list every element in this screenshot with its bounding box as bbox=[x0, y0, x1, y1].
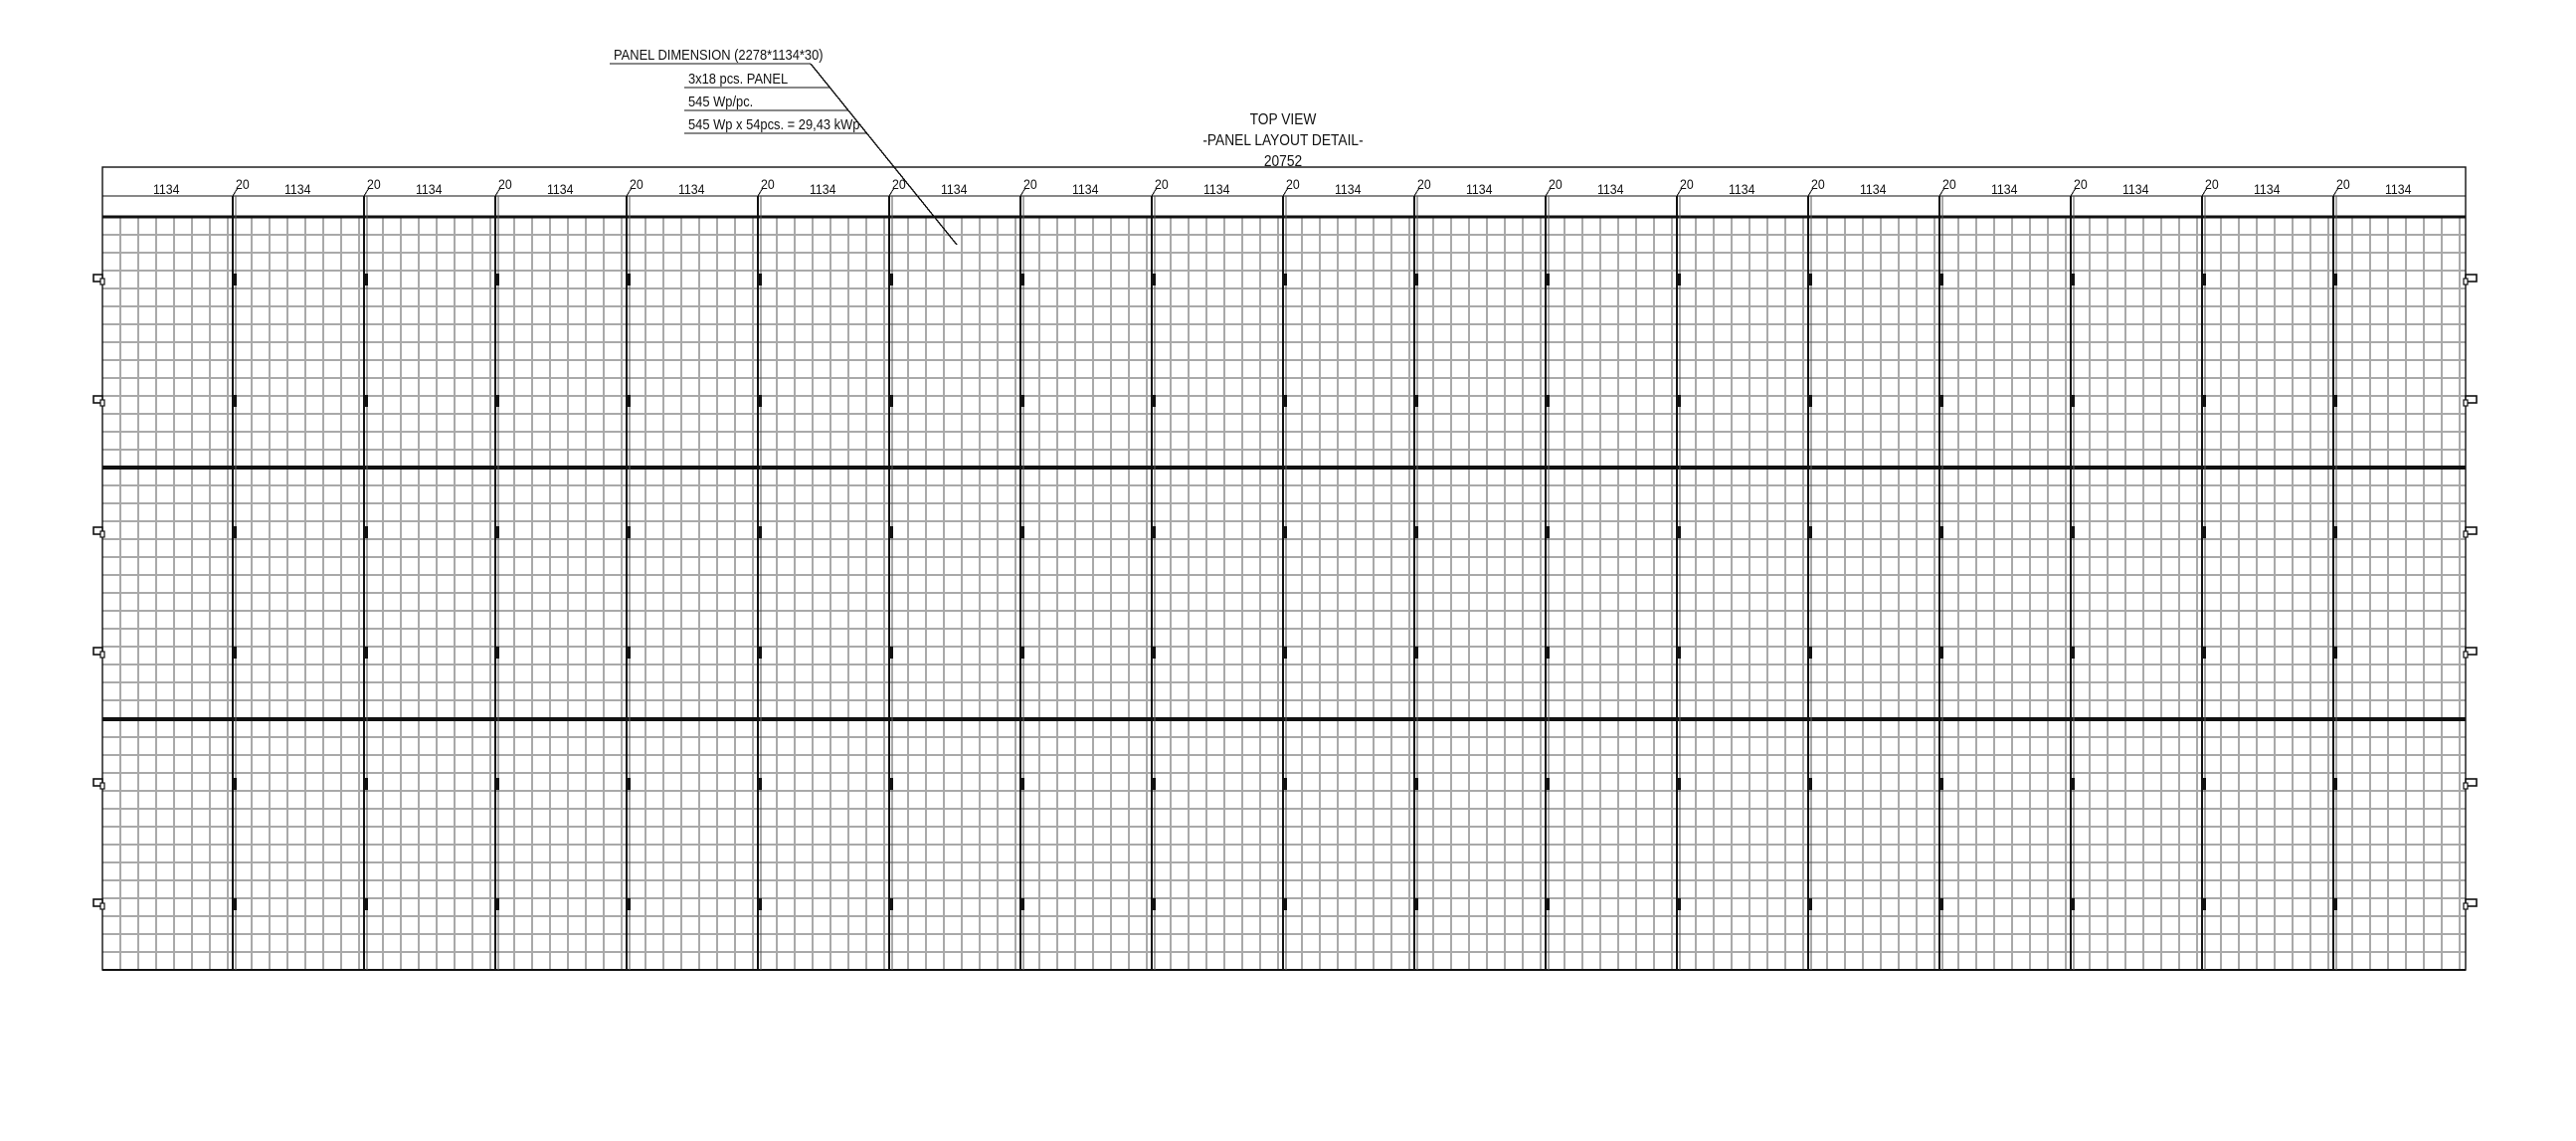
drawing-title-block bbox=[1184, 112, 1382, 175]
gap-dimension: 20 bbox=[761, 176, 775, 192]
mid-clamp-icon bbox=[1413, 647, 1418, 659]
mid-clamp-icon bbox=[1807, 274, 1812, 285]
end-clamp-icon bbox=[2464, 903, 2468, 909]
mid-clamp-icon bbox=[1676, 395, 1681, 407]
end-clamp-icon bbox=[2464, 652, 2468, 658]
end-clamp-icon bbox=[2464, 279, 2468, 285]
mid-clamp-icon bbox=[1807, 898, 1812, 910]
mid-clamp-icon bbox=[888, 395, 893, 407]
mid-clamp-icon bbox=[363, 526, 368, 538]
gap-dimension: 20 bbox=[1417, 176, 1431, 192]
mid-clamp-icon bbox=[1151, 526, 1156, 538]
mid-clamp-icon bbox=[1282, 898, 1287, 910]
mid-clamp-icon bbox=[626, 526, 631, 538]
mid-clamp-icon bbox=[1676, 526, 1681, 538]
panel-width-dimension: 1134 bbox=[1729, 181, 1755, 197]
mid-clamp-icon bbox=[363, 778, 368, 790]
mid-clamp-icon bbox=[363, 274, 368, 285]
mid-clamp-icon bbox=[2070, 526, 2075, 538]
mid-clamp-icon bbox=[1545, 526, 1550, 538]
mid-clamp-icon bbox=[1545, 778, 1550, 790]
mid-clamp-icon bbox=[2332, 778, 2337, 790]
mid-clamp-icon bbox=[494, 526, 499, 538]
mid-clamp-icon bbox=[1938, 898, 1943, 910]
mid-clamp-icon bbox=[1413, 898, 1418, 910]
end-clamp-icon bbox=[2464, 531, 2468, 537]
mid-clamp-icon bbox=[2201, 395, 2206, 407]
mid-clamp-icon bbox=[888, 274, 893, 285]
mid-clamp-icon bbox=[1019, 395, 1024, 407]
mid-clamp-icon bbox=[494, 395, 499, 407]
end-clamp-icon bbox=[100, 783, 104, 789]
mid-clamp-icon bbox=[1545, 274, 1550, 285]
panel-width-dimension: 1134 bbox=[1597, 181, 1624, 197]
mid-clamp-icon bbox=[1938, 647, 1943, 659]
mid-clamp-icon bbox=[626, 395, 631, 407]
mid-clamp-icon bbox=[2332, 526, 2337, 538]
panel-width-dimension: 1134 bbox=[1991, 181, 2018, 197]
mid-clamp-icon bbox=[363, 395, 368, 407]
gap-dimension: 20 bbox=[1549, 176, 1563, 192]
mid-clamp-icon bbox=[626, 778, 631, 790]
panel-width-dimension: 1134 bbox=[2122, 181, 2149, 197]
mid-clamp-icon bbox=[1413, 526, 1418, 538]
mid-clamp-icon bbox=[757, 778, 762, 790]
mid-clamp-icon bbox=[757, 898, 762, 910]
mid-clamp-icon bbox=[1938, 274, 1943, 285]
panel-power-label: 545 Wp/pc. bbox=[688, 94, 754, 110]
mid-clamp-icon bbox=[757, 395, 762, 407]
panel-width-dimension: 1134 bbox=[2385, 181, 2412, 197]
mid-clamp-icon bbox=[1676, 898, 1681, 910]
mid-clamp-icon bbox=[232, 395, 237, 407]
mid-clamp-icon bbox=[1545, 898, 1550, 910]
mid-clamp-icon bbox=[2332, 274, 2337, 285]
mid-clamp-icon bbox=[1938, 526, 1943, 538]
panel-width-dimension: 1134 bbox=[1466, 181, 1493, 197]
mid-clamp-icon bbox=[1151, 395, 1156, 407]
mid-clamp-icon bbox=[1019, 526, 1024, 538]
mid-clamp-icon bbox=[757, 274, 762, 285]
mid-clamp-icon bbox=[1413, 274, 1418, 285]
end-clamp-icon bbox=[100, 652, 104, 658]
panel-dimension-label: PANEL DIMENSION (2278*1134*30) bbox=[614, 47, 824, 64]
mid-clamp-icon bbox=[494, 778, 499, 790]
mid-clamp-icon bbox=[2070, 898, 2075, 910]
mid-clamp-icon bbox=[2201, 526, 2206, 538]
mid-clamp-icon bbox=[1151, 778, 1156, 790]
panel-count-label: 3x18 pcs. PANEL bbox=[688, 71, 789, 88]
mid-clamp-icon bbox=[626, 274, 631, 285]
mid-clamp-icon bbox=[2201, 274, 2206, 285]
mid-clamp-icon bbox=[1807, 526, 1812, 538]
mid-clamp-icon bbox=[2070, 395, 2075, 407]
mid-clamp-icon bbox=[1545, 395, 1550, 407]
mid-clamp-icon bbox=[1019, 898, 1024, 910]
end-clamp-icon bbox=[100, 531, 104, 537]
gap-dimension: 20 bbox=[2336, 176, 2350, 192]
end-clamp-icon bbox=[100, 400, 104, 406]
mid-clamp-icon bbox=[2070, 274, 2075, 285]
gap-dimension: 20 bbox=[1286, 176, 1300, 192]
mid-clamp-icon bbox=[363, 898, 368, 910]
system-power-label: 545 Wp x 54pcs. = 29,43 kWp bbox=[688, 116, 860, 133]
mid-clamp-icon bbox=[1676, 274, 1681, 285]
mid-clamp-icon bbox=[494, 647, 499, 659]
gap-dimension: 20 bbox=[367, 176, 381, 192]
mid-clamp-icon bbox=[1151, 274, 1156, 285]
mid-clamp-icon bbox=[363, 647, 368, 659]
mid-clamp-icon bbox=[1019, 274, 1024, 285]
gap-dimension: 20 bbox=[1680, 176, 1694, 192]
end-clamp-icon bbox=[2464, 400, 2468, 406]
gap-dimension: 20 bbox=[1023, 176, 1037, 192]
panel-width-dimension: 1134 bbox=[678, 181, 705, 197]
mid-clamp-icon bbox=[888, 526, 893, 538]
panel-width-dimension: 1134 bbox=[941, 181, 968, 197]
drawing-frame bbox=[102, 167, 2466, 970]
end-clamp-icon bbox=[100, 279, 104, 285]
mid-clamp-icon bbox=[1545, 647, 1550, 659]
mid-clamp-icon bbox=[1282, 526, 1287, 538]
mid-clamp-icon bbox=[757, 526, 762, 538]
mid-clamp-icon bbox=[888, 778, 893, 790]
panel-width-dimension: 1134 bbox=[1860, 181, 1887, 197]
mid-clamp-icon bbox=[888, 647, 893, 659]
mid-clamp-icon bbox=[1807, 778, 1812, 790]
mid-clamp-icon bbox=[626, 647, 631, 659]
mid-clamp-icon bbox=[1019, 778, 1024, 790]
gap-dimension: 20 bbox=[2205, 176, 2219, 192]
gap-dimension: 20 bbox=[892, 176, 906, 192]
mid-clamp-icon bbox=[1019, 647, 1024, 659]
panel-width-dimension: 1134 bbox=[2254, 181, 2281, 197]
panel-width-dimension: 1134 bbox=[1072, 181, 1099, 197]
mid-clamp-icon bbox=[494, 898, 499, 910]
mid-clamp-icon bbox=[757, 647, 762, 659]
mid-clamp-icon bbox=[232, 526, 237, 538]
mid-clamp-icon bbox=[1413, 778, 1418, 790]
mid-clamp-icon bbox=[232, 647, 237, 659]
end-clamp-icon bbox=[2464, 783, 2468, 789]
panel-width-dimension: 1134 bbox=[284, 181, 311, 197]
mid-clamp-icon bbox=[1151, 898, 1156, 910]
mid-clamp-icon bbox=[2332, 647, 2337, 659]
gap-dimension: 20 bbox=[236, 176, 250, 192]
mid-clamp-icon bbox=[1807, 395, 1812, 407]
mid-clamp-icon bbox=[232, 274, 237, 285]
mid-clamp-icon bbox=[232, 778, 237, 790]
mid-clamp-icon bbox=[1282, 778, 1287, 790]
panel-width-dimension: 1134 bbox=[1203, 181, 1230, 197]
mid-clamp-icon bbox=[1413, 395, 1418, 407]
drawing-subtitle: -PANEL LAYOUT DETAIL- bbox=[1202, 132, 1364, 149]
mid-clamp-icon bbox=[2201, 898, 2206, 910]
mid-clamp-icon bbox=[2070, 647, 2075, 659]
mid-clamp-icon bbox=[1938, 395, 1943, 407]
drawing-title: TOP VIEW bbox=[1249, 111, 1317, 128]
gap-dimension: 20 bbox=[630, 176, 644, 192]
mid-clamp-icon bbox=[494, 274, 499, 285]
mid-clamp-icon bbox=[1151, 647, 1156, 659]
gap-dimension: 20 bbox=[1942, 176, 1956, 192]
mid-clamp-icon bbox=[888, 898, 893, 910]
mid-clamp-icon bbox=[1676, 778, 1681, 790]
panel-width-dimension: 1134 bbox=[153, 181, 180, 197]
mid-clamp-icon bbox=[1807, 647, 1812, 659]
gap-dimension: 20 bbox=[1811, 176, 1825, 192]
panel-width-dimension: 1134 bbox=[547, 181, 574, 197]
end-clamp-icon bbox=[100, 903, 104, 909]
mid-clamp-icon bbox=[1282, 395, 1287, 407]
mid-clamp-icon bbox=[232, 898, 237, 910]
gap-dimension: 20 bbox=[498, 176, 512, 192]
mid-clamp-icon bbox=[2332, 395, 2337, 407]
panel-width-dimension: 1134 bbox=[1335, 181, 1362, 197]
mid-clamp-icon bbox=[1938, 778, 1943, 790]
mid-clamp-icon bbox=[2332, 898, 2337, 910]
gap-dimension: 20 bbox=[1155, 176, 1169, 192]
overall-dimension: 20752 bbox=[1263, 153, 1303, 170]
mid-clamp-icon bbox=[1282, 274, 1287, 285]
mid-clamp-icon bbox=[2201, 647, 2206, 659]
panel-width-dimension: 1134 bbox=[810, 181, 836, 197]
mid-clamp-icon bbox=[626, 898, 631, 910]
mid-clamp-icon bbox=[1676, 647, 1681, 659]
mid-clamp-icon bbox=[2070, 778, 2075, 790]
gap-dimension: 20 bbox=[2074, 176, 2088, 192]
mid-clamp-icon bbox=[2201, 778, 2206, 790]
panel-width-dimension: 1134 bbox=[416, 181, 443, 197]
mid-clamp-icon bbox=[1282, 647, 1287, 659]
